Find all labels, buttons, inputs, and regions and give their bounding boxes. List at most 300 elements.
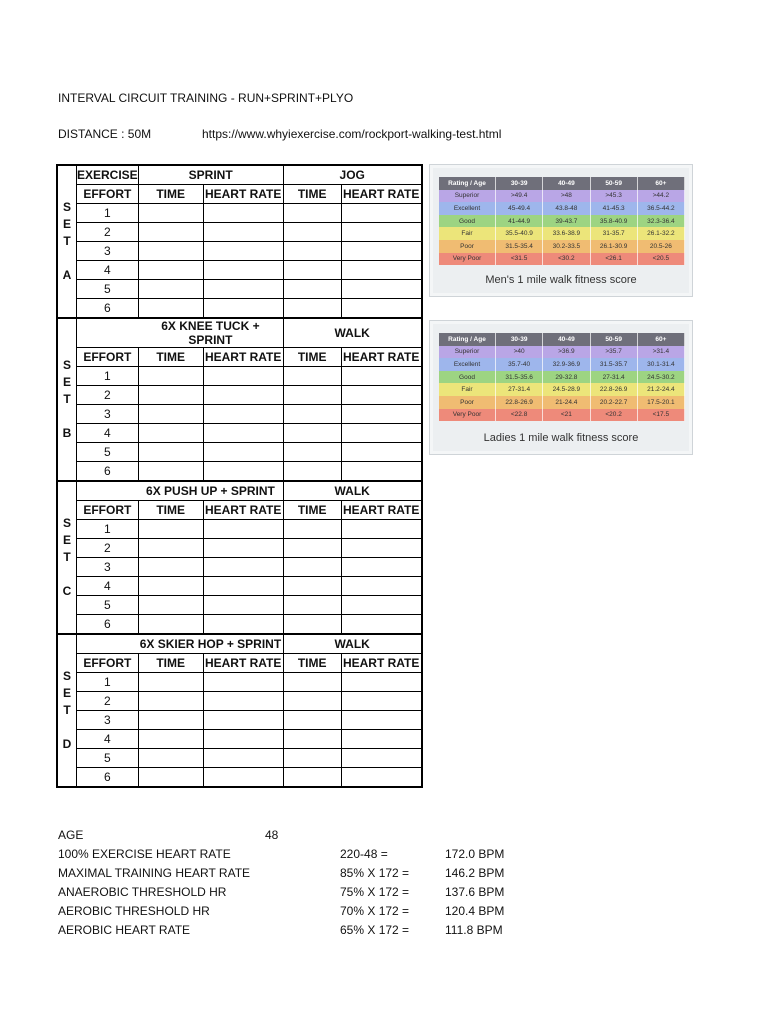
rating-value: <21: [543, 409, 590, 422]
entry-cell[interactable]: [203, 280, 283, 299]
entry-cell[interactable]: [203, 692, 283, 711]
rating-value: <22.8: [496, 409, 543, 422]
rating-value: 32.9-36.9: [543, 358, 590, 371]
entry-cell[interactable]: [283, 558, 341, 577]
set-letter: E: [62, 533, 71, 547]
rating-row: [439, 190, 685, 203]
effort-row: [57, 673, 422, 692]
column-header: HEART RATE: [203, 185, 283, 204]
rating-value: <31.5: [496, 253, 543, 266]
set-letter-id: C: [62, 584, 72, 598]
entry-cell[interactable]: [341, 768, 422, 788]
effort-row: [57, 405, 422, 424]
rating-value: 24.5-30.2: [637, 371, 684, 384]
effort-number: 5: [77, 749, 139, 768]
effort-row: [57, 242, 422, 261]
page-title: INTERVAL CIRCUIT TRAINING - RUN+SPRINT+PLYO: [58, 91, 354, 105]
rating-row: [439, 346, 685, 359]
effort-row: [57, 462, 422, 482]
set-letter: T: [63, 234, 71, 248]
entry-cell[interactable]: [283, 711, 341, 730]
entry-cell[interactable]: [283, 520, 341, 539]
entry-cell[interactable]: [138, 615, 203, 635]
column-header: HEART RATE: [341, 654, 422, 673]
rating-value: 20.2-22.7: [590, 396, 637, 409]
rating-name: Fair: [439, 227, 496, 240]
entry-cell[interactable]: [203, 223, 283, 242]
effort-row: [57, 443, 422, 462]
entry-cell[interactable]: [138, 367, 203, 386]
entry-cell[interactable]: [283, 462, 341, 482]
entry-cell[interactable]: [138, 730, 203, 749]
rating-row: [439, 202, 685, 215]
hr-label: ANAEROBIC THRESHOLD HR: [58, 885, 227, 899]
entry-cell[interactable]: [203, 615, 283, 635]
entry-cell[interactable]: [283, 443, 341, 462]
hr-result: 172.0 BPM: [445, 847, 505, 861]
ladies-chart-caption: Ladies 1 mile walk fitness score: [483, 432, 639, 444]
column-header: HEART RATE: [203, 348, 283, 367]
effort-row: [57, 424, 422, 443]
effort-number: 2: [77, 539, 139, 558]
rating-name: Excellent: [439, 202, 496, 215]
column-header-row: [57, 654, 422, 673]
entry-cell[interactable]: [203, 768, 283, 788]
effort-number: 2: [77, 386, 139, 405]
rating-value: 30.1-31.4: [637, 358, 684, 371]
effort-number: 5: [77, 596, 139, 615]
entry-cell[interactable]: [283, 386, 341, 405]
set-letter: E: [62, 375, 71, 389]
set-label: [57, 634, 77, 787]
entry-cell[interactable]: [283, 539, 341, 558]
effort-row: [57, 280, 422, 299]
rating-row: [439, 358, 685, 371]
entry-cell[interactable]: [283, 749, 341, 768]
entry-cell[interactable]: [341, 462, 422, 482]
hr-label: MAXIMAL TRAINING HEART RATE: [58, 866, 251, 880]
hr-formula: 75% X 172 =: [340, 885, 410, 899]
effort-row: [57, 204, 422, 223]
entry-cell[interactable]: [283, 596, 341, 615]
rating-header-cell: 60+: [637, 333, 684, 346]
entry-cell[interactable]: [203, 749, 283, 768]
set-header-row: [57, 481, 422, 501]
rating-name: Excellent: [439, 358, 496, 371]
rating-value: 31.5-35.6: [496, 371, 543, 384]
entry-cell[interactable]: [203, 577, 283, 596]
entry-cell[interactable]: [283, 692, 341, 711]
entry-cell[interactable]: [203, 242, 283, 261]
age-value: 48: [265, 828, 279, 842]
exercise-2-name: WALK: [283, 481, 422, 501]
set-letter-id: D: [62, 737, 72, 751]
column-header: HEART RATE: [341, 185, 422, 204]
entry-cell[interactable]: [138, 768, 203, 788]
entry-cell[interactable]: [138, 405, 203, 424]
rating-value: 27-31.4: [590, 371, 637, 384]
reference-url[interactable]: https://www.whyiexercise.com/rockport-walking-test.html: [202, 127, 502, 141]
interval-log-table: [56, 164, 423, 788]
effort-number: 2: [77, 223, 139, 242]
column-header: EFFORT: [77, 654, 139, 673]
entry-cell[interactable]: [341, 577, 422, 596]
entry-cell[interactable]: [283, 367, 341, 386]
rating-name: Poor: [439, 240, 496, 253]
entry-cell[interactable]: [203, 673, 283, 692]
effort-row: [57, 615, 422, 635]
effort-number: 1: [77, 520, 139, 539]
effort-number: 3: [77, 405, 139, 424]
entry-cell[interactable]: [283, 768, 341, 788]
hr-result: 146.2 BPM: [445, 866, 505, 880]
rating-value: 21-24.4: [543, 396, 590, 409]
rating-row: [439, 396, 685, 409]
entry-cell[interactable]: [138, 577, 203, 596]
rating-row: [439, 240, 685, 253]
effort-row: [57, 730, 422, 749]
hr-formula: 70% X 172 =: [340, 904, 410, 918]
set-letter: T: [63, 392, 71, 406]
ladies-rating-table: [439, 333, 685, 421]
column-header: TIME: [283, 185, 341, 204]
exercise-2-name: WALK: [283, 634, 422, 654]
rating-header-cell: Rating / Age: [439, 333, 496, 346]
hr-formula: 85% X 172 =: [340, 866, 410, 880]
rating-header-cell: 40-49: [543, 177, 590, 190]
entry-cell[interactable]: [138, 443, 203, 462]
entry-cell[interactable]: [138, 386, 203, 405]
rating-value: 29-32.8: [543, 371, 590, 384]
set-letter: S: [62, 516, 71, 530]
entry-cell[interactable]: [341, 386, 422, 405]
effort-row: [57, 299, 422, 319]
entry-cell[interactable]: [138, 692, 203, 711]
rating-value: 31-35.7: [590, 227, 637, 240]
rating-row: [439, 371, 685, 384]
set-letter: S: [62, 200, 71, 214]
rating-value: 27-31.4: [496, 383, 543, 396]
effort-number: 6: [77, 615, 139, 635]
entry-cell[interactable]: [203, 204, 283, 223]
rating-value: >44.2: [637, 190, 684, 203]
column-header: EFFORT: [77, 348, 139, 367]
rating-header-cell: 60+: [637, 177, 684, 190]
entry-cell[interactable]: [283, 242, 341, 261]
effort-row: [57, 749, 422, 768]
rating-header-cell: Rating / Age: [439, 177, 496, 190]
effort-number: 6: [77, 768, 139, 788]
entry-cell[interactable]: [341, 615, 422, 635]
entry-cell[interactable]: [138, 520, 203, 539]
column-header: HEART RATE: [203, 501, 283, 520]
rating-row: [439, 409, 685, 422]
entry-cell[interactable]: [203, 261, 283, 280]
entry-cell[interactable]: [283, 730, 341, 749]
entry-cell[interactable]: [341, 558, 422, 577]
effort-number: 6: [77, 299, 139, 319]
entry-cell[interactable]: [341, 299, 422, 319]
set-letter-id: A: [62, 268, 72, 282]
entry-cell[interactable]: [138, 223, 203, 242]
column-header: TIME: [138, 501, 203, 520]
rating-name: Very Poor: [439, 409, 496, 422]
rating-value: 17.5-20.1: [637, 396, 684, 409]
effort-number: 4: [77, 730, 139, 749]
rating-row: [439, 253, 685, 266]
hr-label: 100% EXERCISE HEART RATE: [58, 847, 231, 861]
entry-cell[interactable]: [341, 520, 422, 539]
rating-value: >48: [543, 190, 590, 203]
entry-cell[interactable]: [203, 539, 283, 558]
effort-row: [57, 692, 422, 711]
men-rating-table: [439, 177, 685, 265]
entry-cell[interactable]: [138, 261, 203, 280]
effort-number: 6: [77, 462, 139, 482]
ladies-fitness-chart-image: [429, 320, 693, 455]
effort-number: 1: [77, 673, 139, 692]
entry-cell[interactable]: [138, 280, 203, 299]
entry-cell[interactable]: [138, 749, 203, 768]
effort-row: [57, 596, 422, 615]
entry-cell[interactable]: [203, 443, 283, 462]
entry-cell[interactable]: [341, 261, 422, 280]
entry-cell[interactable]: [138, 299, 203, 319]
column-header-row: [57, 501, 422, 520]
rating-value: >31.4: [637, 346, 684, 359]
entry-cell[interactable]: [341, 405, 422, 424]
effort-row: [57, 386, 422, 405]
effort-row: [57, 558, 422, 577]
rating-value: 35.8-40.9: [590, 215, 637, 228]
entry-cell[interactable]: [203, 462, 283, 482]
entry-cell[interactable]: [138, 711, 203, 730]
effort-row: [57, 711, 422, 730]
rating-value: >45.3: [590, 190, 637, 203]
rating-value: <20.5: [637, 253, 684, 266]
effort-row: [57, 520, 422, 539]
entry-cell[interactable]: [203, 386, 283, 405]
entry-cell[interactable]: [203, 730, 283, 749]
entry-cell[interactable]: [283, 405, 341, 424]
rating-value: 21.2-24.4: [637, 383, 684, 396]
column-header: TIME: [283, 501, 341, 520]
effort-row: [57, 768, 422, 788]
entry-cell[interactable]: [138, 462, 203, 482]
effort-number: 4: [77, 424, 139, 443]
rating-name: Good: [439, 215, 496, 228]
entry-cell[interactable]: [138, 242, 203, 261]
entry-cell[interactable]: [138, 424, 203, 443]
entry-cell[interactable]: [341, 692, 422, 711]
entry-cell[interactable]: [341, 539, 422, 558]
rating-name: Superior: [439, 190, 496, 203]
hr-result: 111.8 BPM: [445, 923, 503, 937]
rating-name: Superior: [439, 346, 496, 359]
rating-value: <20.2: [590, 409, 637, 422]
entry-cell[interactable]: [283, 204, 341, 223]
entry-cell[interactable]: [341, 673, 422, 692]
entry-cell[interactable]: [138, 539, 203, 558]
rating-header-cell: 40-49: [543, 333, 590, 346]
rating-value: 33.6-38.9: [543, 227, 590, 240]
age-label: AGE: [58, 828, 84, 842]
exercise-1-name: 6X KNEE TUCK + SPRINT: [138, 318, 283, 348]
exercise-2-name: WALK: [283, 318, 422, 348]
hr-label: AEROBIC THRESHOLD HR: [58, 904, 210, 918]
rating-row: [439, 227, 685, 240]
effort-number: 3: [77, 558, 139, 577]
set-label: [57, 318, 77, 481]
entry-cell[interactable]: [203, 596, 283, 615]
entry-cell[interactable]: [283, 299, 341, 319]
effort-number: 1: [77, 204, 139, 223]
rating-value: 35.7-40: [496, 358, 543, 371]
rating-header-row: [439, 177, 685, 190]
men-fitness-chart-image: [429, 164, 693, 297]
set-label: [57, 481, 77, 634]
entry-cell[interactable]: [283, 577, 341, 596]
entry-cell[interactable]: [283, 673, 341, 692]
set-letter: T: [63, 703, 71, 717]
entry-cell[interactable]: [203, 711, 283, 730]
column-header: TIME: [138, 654, 203, 673]
entry-cell[interactable]: [341, 280, 422, 299]
exercise-1-name: SPRINT: [138, 165, 283, 185]
rating-name: Poor: [439, 396, 496, 409]
rating-value: 20.5-26: [637, 240, 684, 253]
rating-header-cell: 30-39: [496, 333, 543, 346]
men-chart-caption: Men's 1 mile walk fitness score: [485, 274, 637, 286]
rating-header-cell: 30-39: [496, 177, 543, 190]
effort-number: 4: [77, 577, 139, 596]
effort-number: 2: [77, 692, 139, 711]
entry-cell[interactable]: [283, 261, 341, 280]
rating-value: <26.1: [590, 253, 637, 266]
effort-row: [57, 223, 422, 242]
hr-result: 120.4 BPM: [445, 904, 505, 918]
effort-row: [57, 577, 422, 596]
entry-cell[interactable]: [203, 367, 283, 386]
effort-row: [57, 261, 422, 280]
rating-name: Fair: [439, 383, 496, 396]
rating-value: >35.7: [590, 346, 637, 359]
rating-value: <30.2: [543, 253, 590, 266]
entry-cell[interactable]: [341, 367, 422, 386]
column-header: EFFORT: [77, 185, 139, 204]
rating-value: <17.5: [637, 409, 684, 422]
rating-value: >36.9: [543, 346, 590, 359]
entry-cell[interactable]: [138, 673, 203, 692]
set-letter: E: [62, 686, 71, 700]
entry-cell[interactable]: [341, 424, 422, 443]
rating-value: 36.5-44.2: [637, 202, 684, 215]
rating-row: [439, 215, 685, 228]
entry-cell[interactable]: [203, 520, 283, 539]
rating-value: 45-49.4: [496, 202, 543, 215]
set-header-row: [57, 318, 422, 348]
entry-cell[interactable]: [203, 405, 283, 424]
column-header: TIME: [283, 654, 341, 673]
rating-value: 43.8-48: [543, 202, 590, 215]
entry-cell[interactable]: [341, 749, 422, 768]
rating-value: >49.4: [496, 190, 543, 203]
exercise-1-name: 6X SKIER HOP + SPRINT: [138, 634, 283, 654]
entry-cell[interactable]: [138, 596, 203, 615]
set-label: [57, 165, 77, 318]
distance-label: DISTANCE : 50M: [58, 127, 152, 141]
rating-header-cell: 50-59: [590, 333, 637, 346]
entry-cell[interactable]: [341, 204, 422, 223]
effort-number: 1: [77, 367, 139, 386]
hr-formula: 65% X 172 =: [340, 923, 410, 937]
entry-cell[interactable]: [138, 558, 203, 577]
set-letter: E: [62, 217, 71, 231]
entry-cell[interactable]: [341, 730, 422, 749]
set-header-row: [57, 634, 422, 654]
hr-label: AEROBIC HEART RATE: [58, 923, 191, 937]
entry-cell[interactable]: [203, 558, 283, 577]
rating-value: 30.2-33.5: [543, 240, 590, 253]
set-letter: S: [62, 358, 71, 372]
entry-cell[interactable]: [138, 204, 203, 223]
rating-value: 26.1-32.2: [637, 227, 684, 240]
entry-cell[interactable]: [203, 424, 283, 443]
rating-value: 22.8-26.9: [496, 396, 543, 409]
entry-cell[interactable]: [283, 424, 341, 443]
entry-cell[interactable]: [283, 223, 341, 242]
blank-cell: [77, 634, 139, 654]
rating-value: 35.5-40.9: [496, 227, 543, 240]
entry-cell[interactable]: [341, 443, 422, 462]
column-header: TIME: [283, 348, 341, 367]
rating-value: 32.3-36.4: [637, 215, 684, 228]
entry-cell[interactable]: [341, 596, 422, 615]
column-header: HEART RATE: [203, 654, 283, 673]
blank-cell: [77, 318, 139, 348]
set-letter-id: B: [62, 426, 72, 440]
rating-row: [439, 383, 685, 396]
column-header: TIME: [138, 185, 203, 204]
rating-value: 26.1-30.9: [590, 240, 637, 253]
hr-result: 137.6 BPM: [445, 885, 505, 899]
column-header: HEART RATE: [341, 501, 422, 520]
rating-value: 41-45.3: [590, 202, 637, 215]
rating-header-row: [439, 333, 685, 346]
rating-value: 31.5-35.4: [496, 240, 543, 253]
entry-cell[interactable]: [341, 223, 422, 242]
effort-number: 3: [77, 242, 139, 261]
rating-header-cell: 50-59: [590, 177, 637, 190]
hr-formula: 220-48 =: [340, 847, 388, 861]
rating-value: 31.5-35.7: [590, 358, 637, 371]
rating-value: 22.8-26.9: [590, 383, 637, 396]
rating-value: 41-44.9: [496, 215, 543, 228]
column-header: TIME: [138, 348, 203, 367]
entry-cell[interactable]: [283, 615, 341, 635]
entry-cell[interactable]: [341, 242, 422, 261]
entry-cell[interactable]: [283, 280, 341, 299]
exercise-2-name: JOG: [283, 165, 422, 185]
rating-value: 39-43.7: [543, 215, 590, 228]
column-header-row: [57, 348, 422, 367]
effort-number: 3: [77, 711, 139, 730]
entry-cell[interactable]: [341, 711, 422, 730]
entry-cell[interactable]: [203, 299, 283, 319]
column-header: EFFORT: [77, 501, 139, 520]
rating-name: Good: [439, 371, 496, 384]
set-letter: T: [63, 550, 71, 564]
